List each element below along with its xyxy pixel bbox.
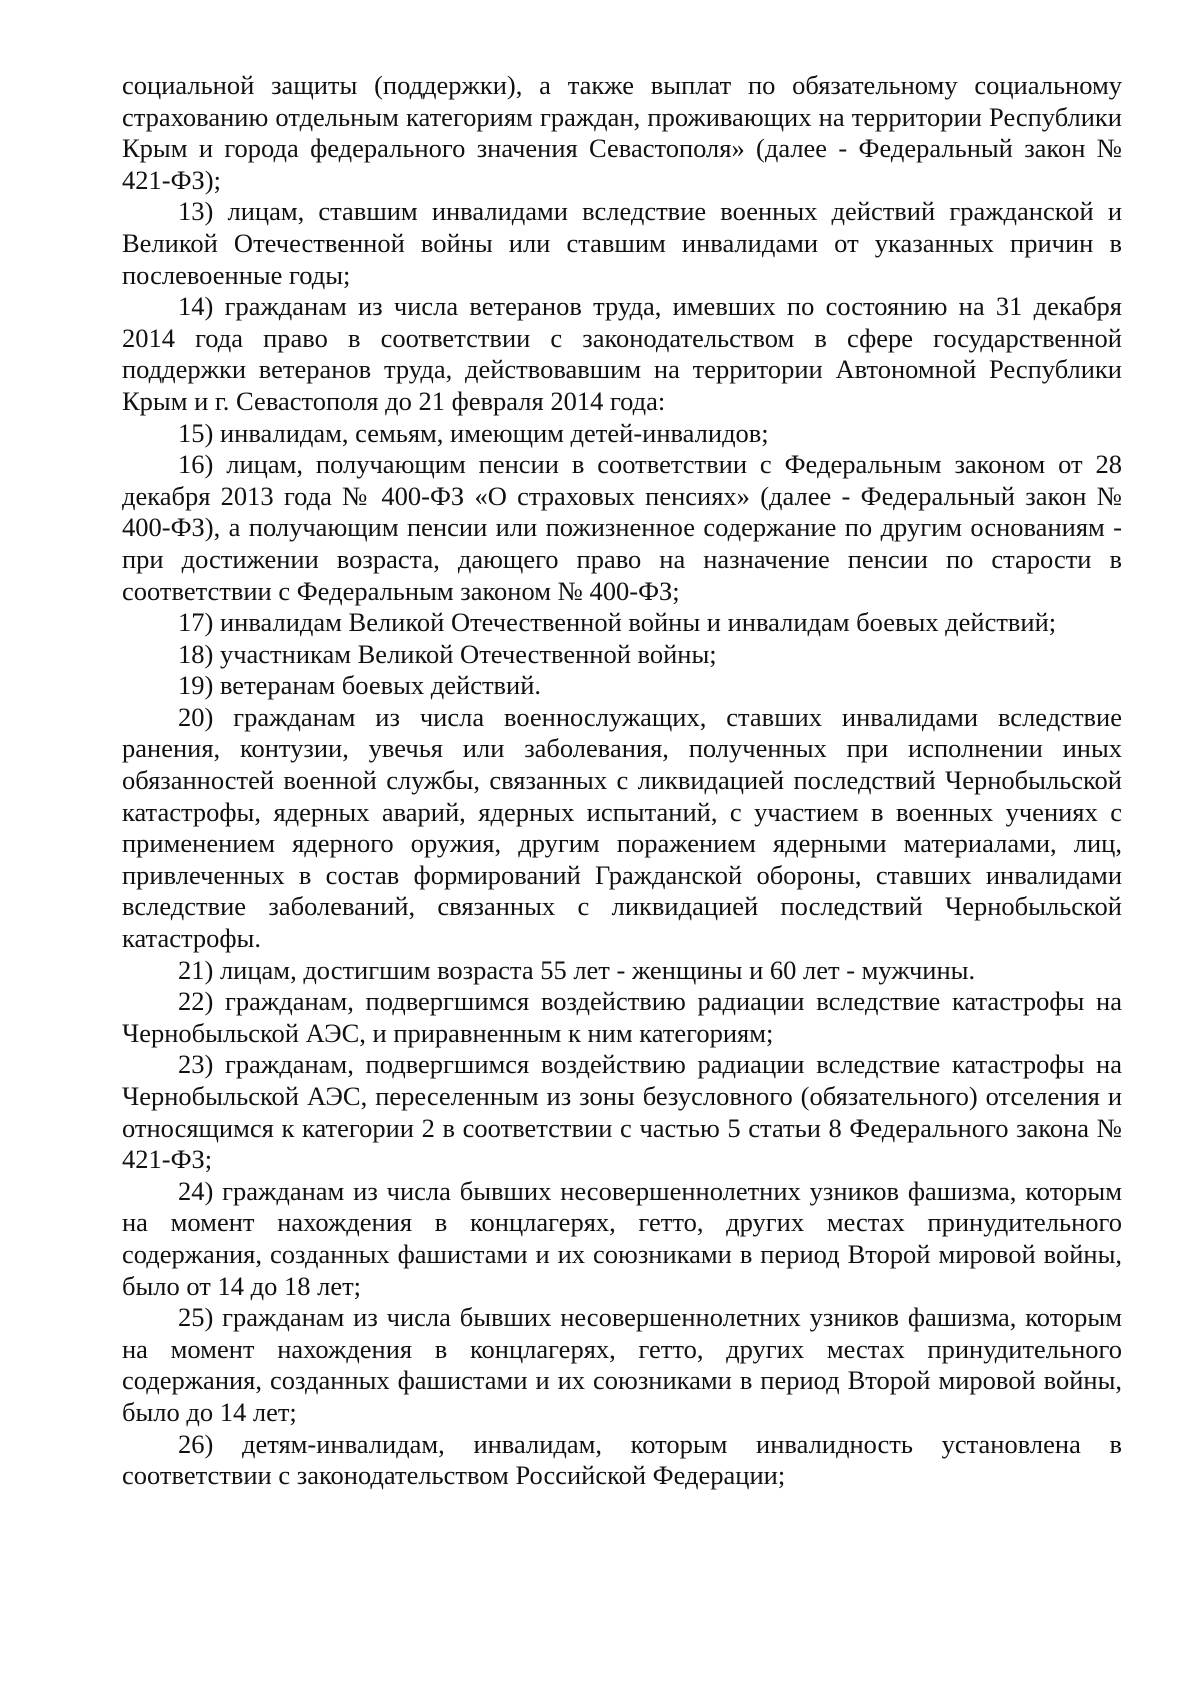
paragraph-item-20: 20) гражданам из числа военнослужащих, ставших инвалидами вследствие ранения, контузии, увечья или заболевания, полученных при исполнении иных обязанностей военной службы, связанных с ликвидацией последствий Чернобыльской катастрофы, ядерных аварий, ядерных испытаний, с участием в военных учениях с применением ядерного оружия, другим поражением ядерными материалами, лиц, привлеченных в состав формирований Гражданской обороны, ставших инвалидами вследствие заболеваний, связанных с ликвидацией последствий Чернобыльской катастрофы. <box>122 701 1122 954</box>
paragraph-item-17: 17) инвалидам Великой Отечественной войны и инвалидам боевых действий; <box>178 607 1057 638</box>
document-page <box>122 70 1122 1492</box>
paragraph-item-15: 15) инвалидам, семьям, имеющим детей-инвалидов; <box>178 417 769 448</box>
paragraph-item-18: 18) участникам Великой Отечественной войны; <box>178 638 717 669</box>
paragraph-item-26: 26) детям-инвалидам, инвалидам, которым инвалидность установлена в соответствии с законодательством Российской Федерации; <box>122 1428 1122 1491</box>
paragraph-continuation: социальной защиты (поддержки), а также выплат по обязательному социальному страхованию отдельным категориям граждан, проживающих на территории Республики Крым и города федерального значения Севастополя» (далее - Федеральный закон № 421-ФЗ); <box>122 70 1122 195</box>
paragraph-item-14: 14) гражданам из числа ветеранов труда, имевших по состоянию на 31 декабря 2014 года право в соответствии с законодательством в сфере государственной поддержки ветеранов труда, действовавшим на территории Автономной Республики Крым и г. Севастополя до 21 февраля 2014 года: <box>122 291 1122 416</box>
paragraph-item-22: 22) гражданам, подвергшимся воздействию радиации вследствие катастрофы на Чернобыльской АЭС, и приравненным к ним категориям; <box>122 986 1122 1048</box>
paragraph-item-23: 23) гражданам, подвергшимся воздействию радиации вследствие катастрофы на Чернобыльской АЭС, переселенным из зоны безусловного (обязательного) отселения и относящимся к категории 2 в соответствии с частью 5 статьи 8 Федерального закона № 421-ФЗ; <box>122 1049 1122 1175</box>
paragraph-item-25: 25) гражданам из числа бывших несовершеннолетних узников фашизма, которым на момент нахождения в концлагерях, гетто, других местах принудительного содержания, созданных фашистами и их союзниками в период Второй мировой войны, было до 14 лет; <box>122 1302 1122 1427</box>
paragraph-item-21: 21) лицам, достигшим возраста 55 лет - женщины и 60 лет - мужчины. <box>178 954 976 985</box>
paragraph-item-16: 16) лицам, получающим пенсии в соответствии с Федеральным законом от 28 декабря 2013 года № 400-ФЗ «О страховых пенсиях» (далее - Федеральный закон № 400-ФЗ), а получающим пенсии или пожизненное содержание по другим основаниям - при достижении возраста, дающего право на назначение пенсии по старости в соответствии с Федеральным законом № 400-ФЗ; <box>122 449 1122 606</box>
paragraph-item-19: 19) ветеранам боевых действий. <box>178 670 542 701</box>
paragraph-item-24: 24) гражданам из числа бывших несовершеннолетних узников фашизма, которым на момент нахождения в концлагерях, гетто, других местах принудительного содержания, созданных фашистами и их союзниками в период Второй мировой войны, было от 14 до 18 лет; <box>122 1175 1122 1301</box>
paragraph-item-13: 13) лицам, ставшим инвалидами вследствие военных действий гражданской и Великой Отечественной войны или ставшим инвалидами от указанных причин в послевоенные годы; <box>122 196 1122 290</box>
